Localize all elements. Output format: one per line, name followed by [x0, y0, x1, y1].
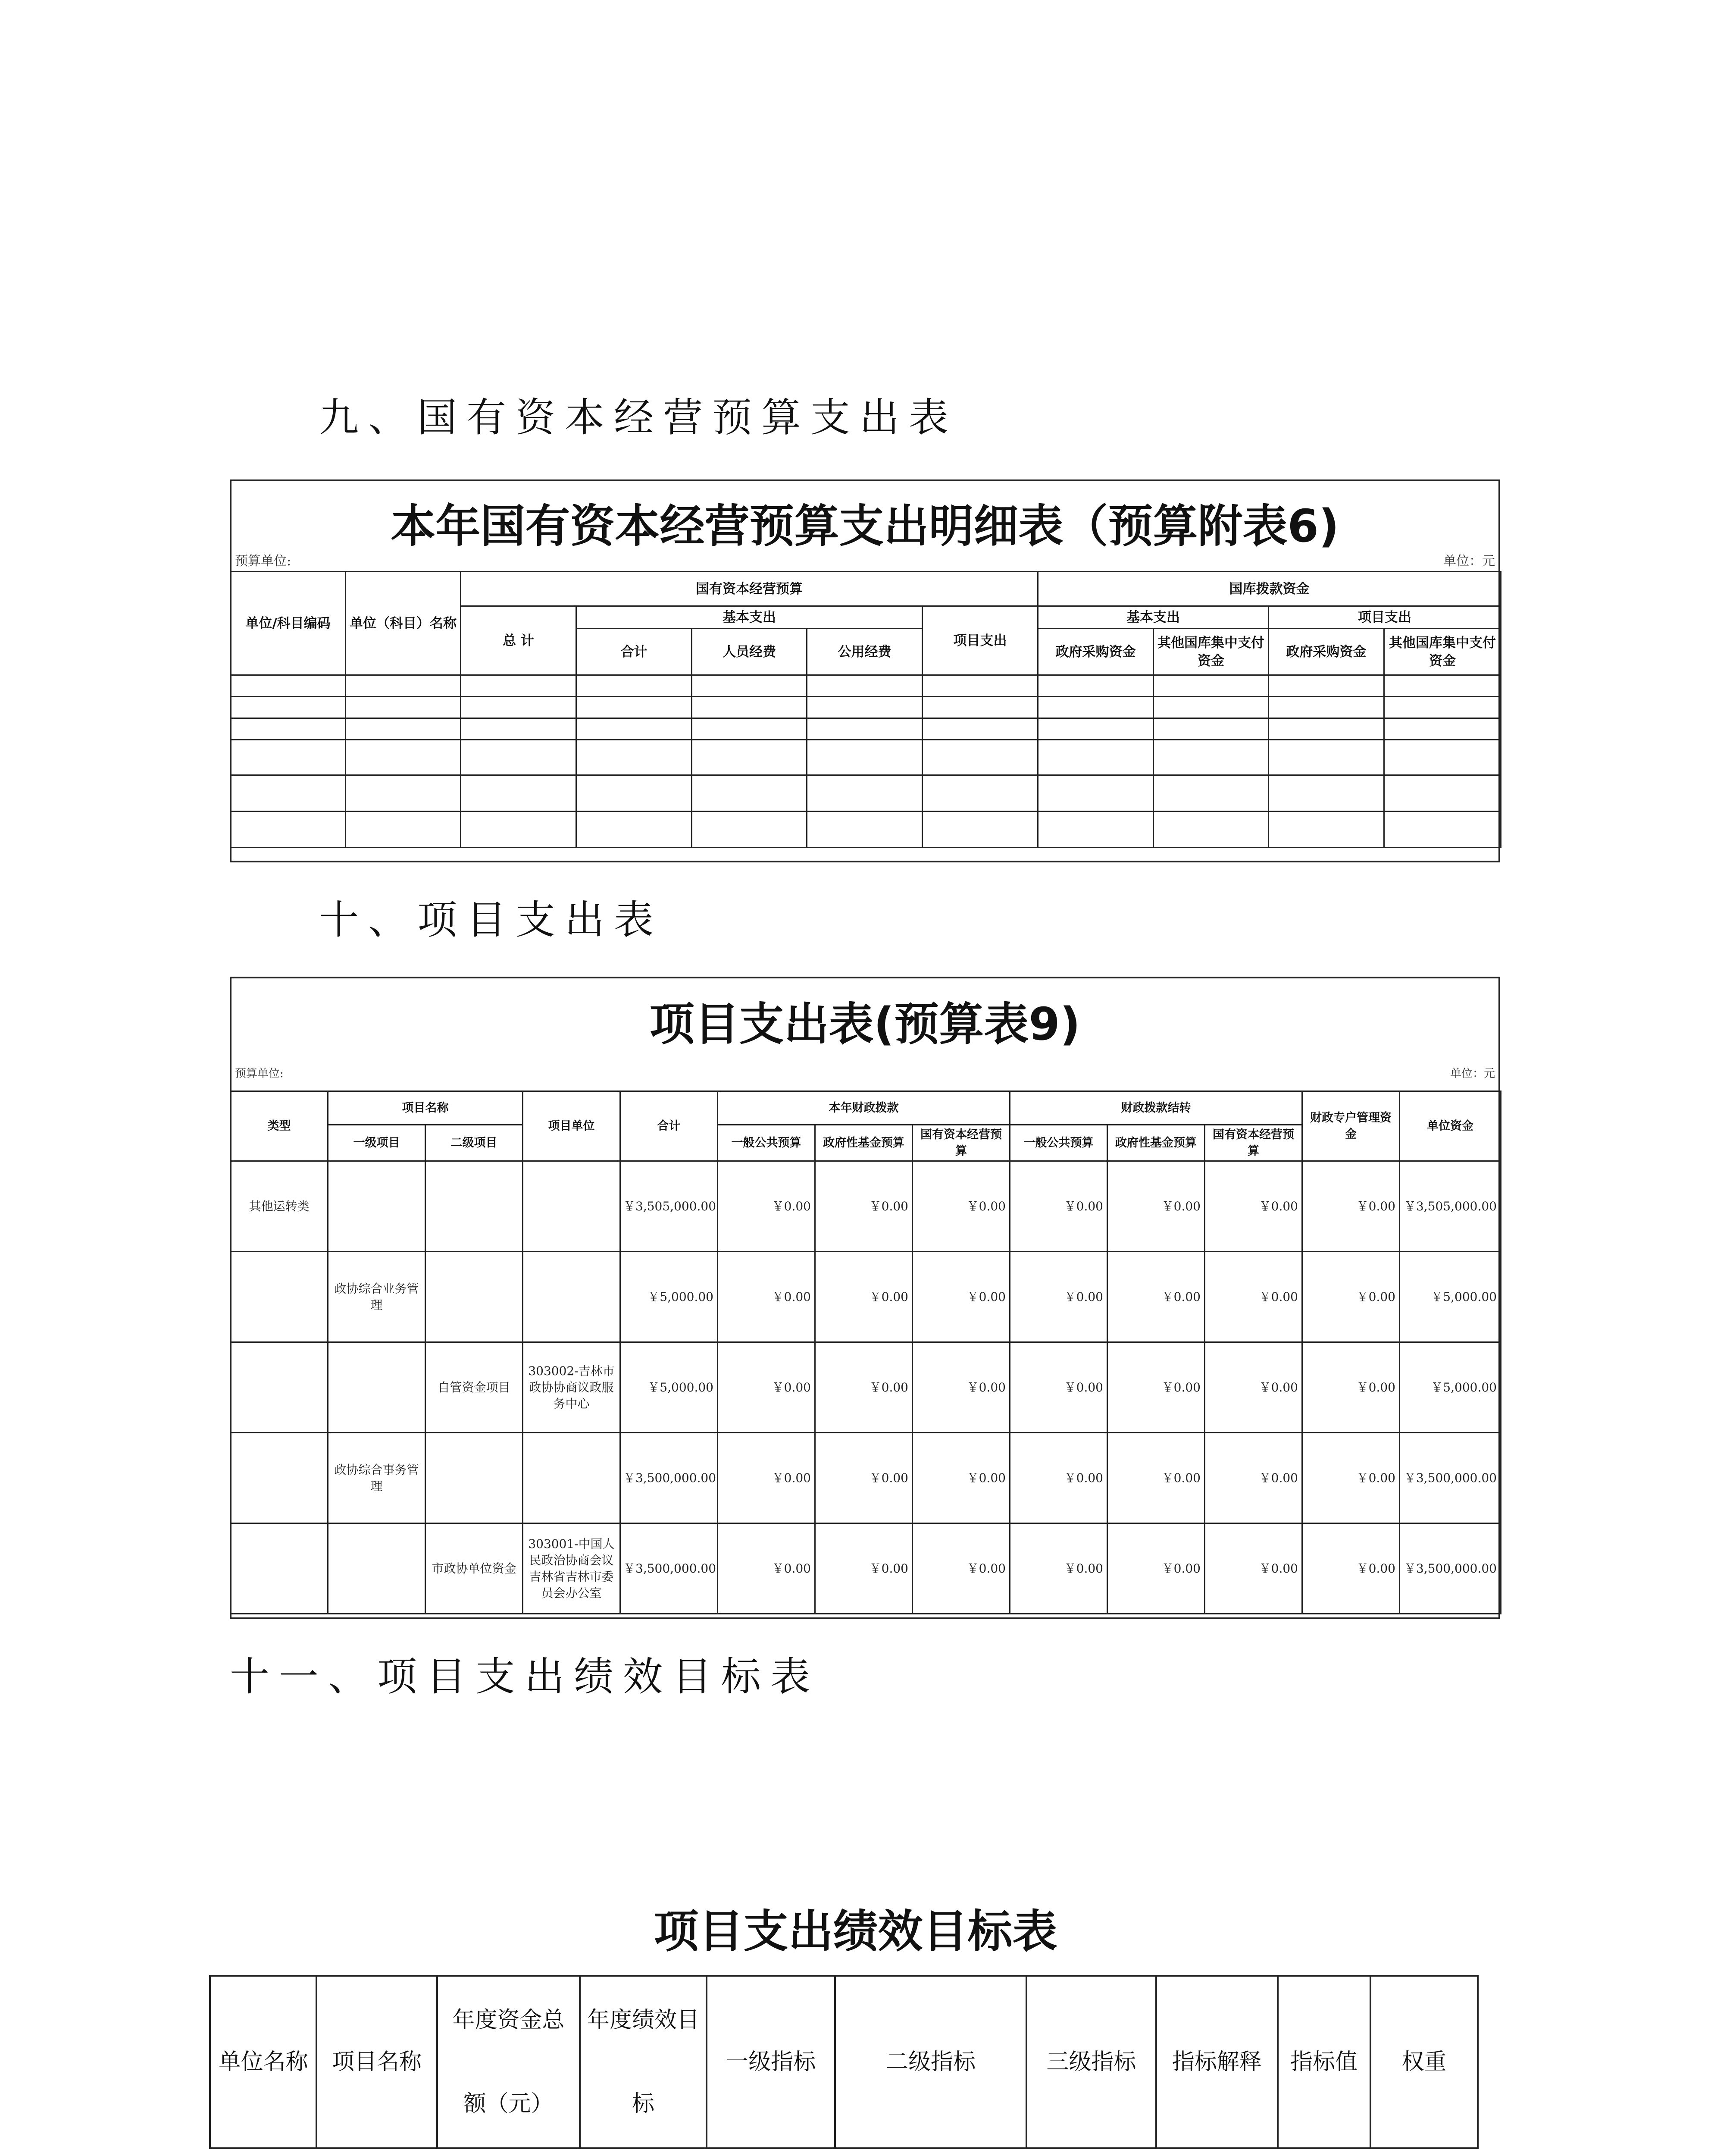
table-cell-c6: ￥0.00: [1205, 1252, 1302, 1342]
table-cell-c5: ￥0.00: [1107, 1523, 1205, 1614]
header-annual-target-line1: 年度绩效目: [587, 2007, 700, 2033]
table-row: [231, 697, 1501, 718]
table-cell-c1: ￥0.00: [718, 1161, 815, 1252]
header-basic: 基本支出: [576, 606, 923, 629]
header-other-treasury-1: 其他国库集中支付资金: [1154, 629, 1269, 675]
table-row: [231, 1523, 1501, 1614]
header-weight: 权重: [1370, 1976, 1478, 2148]
table-cell-c5: ￥0.00: [1107, 1252, 1205, 1342]
table-cell-unit: 303001-中国人民政治协商会议吉林省吉林市委员会办公室: [523, 1523, 620, 1614]
table-cell-c5: ￥0.00: [1107, 1433, 1205, 1523]
header-unit-name: 单位名称: [210, 1976, 316, 2148]
table-row: [231, 1433, 1501, 1523]
table-cell-unit: 303002-吉林市政协协商议政服务中心: [523, 1342, 620, 1433]
header-project-unit: 项目单位: [523, 1091, 620, 1161]
table-cell-level1: [328, 1342, 425, 1433]
table-cell-c2: ￥0.00: [815, 1342, 913, 1433]
header-project-name: 项目名称: [316, 1976, 437, 2148]
table-cell-c5: ￥0.00: [1107, 1161, 1205, 1252]
table-cell-c2: ￥0.00: [815, 1161, 913, 1252]
header-treasury-basic: 基本支出: [1038, 606, 1269, 629]
header-general-public-2: 一般公共预算: [1010, 1125, 1107, 1161]
table-cell-c6: ￥0.00: [1205, 1342, 1302, 1433]
table-cell-c3: ￥0.00: [913, 1433, 1010, 1523]
table-row: [231, 1161, 1501, 1252]
table-cell-c1: ￥0.00: [718, 1523, 815, 1614]
table-cell-c3: ￥0.00: [913, 1523, 1010, 1614]
table-cell-type: [231, 1523, 328, 1614]
section-11-heading: 十一、项目支出绩效目标表: [230, 1654, 820, 1700]
table-cell-c3: ￥0.00: [913, 1252, 1010, 1342]
header-code: 单位/科目编码: [231, 572, 346, 675]
table-cell-total: ￥5,000.00: [620, 1342, 718, 1433]
table-row: [231, 1342, 1501, 1433]
table-cell-level1: 政协综合业务管理: [328, 1252, 425, 1342]
header-annual-target-line2: 标: [632, 2091, 655, 2117]
table-9-budget-unit: 预算单位:: [235, 1067, 284, 1080]
header-annual-funds-line2: 额（元）: [463, 2091, 554, 2117]
header-general-public-1: 一般公共预算: [718, 1125, 815, 1161]
table-cell-c5: ￥0.00: [1107, 1342, 1205, 1433]
table-cell-type: [231, 1433, 328, 1523]
header-annual-funds: [437, 1976, 580, 2148]
table-cell-c4: ￥0.00: [1010, 1252, 1107, 1342]
table-row: [231, 1252, 1501, 1342]
header-total: 合计: [620, 1091, 718, 1161]
table-cell-c8: ￥5,000.00: [1400, 1252, 1501, 1342]
table-cell-c8: ￥3,505,000.00: [1400, 1161, 1501, 1252]
header-soe-2: 国有资本经营预算: [1205, 1125, 1302, 1161]
header-unit-funds: 单位资金: [1400, 1091, 1501, 1161]
table-cell-c3: ￥0.00: [913, 1342, 1010, 1433]
table-9-frame: [230, 977, 1500, 1619]
table-6-budget-unit: 预算单位:: [235, 554, 291, 569]
table-cell-c8: ￥3,500,000.00: [1400, 1523, 1501, 1614]
table-cell-c4: ￥0.00: [1010, 1433, 1107, 1523]
table-cell-level1: 政协综合事务管理: [328, 1433, 425, 1523]
table-cell-level1: [328, 1523, 425, 1614]
header-project: 项目支出: [923, 606, 1038, 675]
table-cell-c3: ￥0.00: [913, 1161, 1010, 1252]
header-level2: 二级项目: [425, 1125, 523, 1161]
table-cell-c1: ￥0.00: [718, 1342, 815, 1433]
header-special-mgmt: 财政专户管理资金: [1302, 1091, 1400, 1161]
header-annual-funds-line1: 年度资金总: [452, 2007, 565, 2033]
table-cell-c6: ￥0.00: [1205, 1433, 1302, 1523]
table-cell-total: ￥3,500,000.00: [620, 1433, 718, 1523]
table-cell-c2: ￥0.00: [815, 1433, 913, 1523]
header-indicator-explain: 指标解释: [1156, 1976, 1277, 2148]
header-carryover: 财政拨款结转: [1010, 1091, 1302, 1125]
header-level2-indicator: 二级指标: [835, 1976, 1026, 2148]
header-other-treasury-2: 其他国库集中支付资金: [1384, 629, 1501, 675]
header-annual-target: [580, 1976, 706, 2148]
header-treasury-project: 项目支出: [1269, 606, 1501, 629]
header-public: 公用经费: [807, 629, 923, 675]
table-cell-c7: ￥0.00: [1302, 1342, 1400, 1433]
table-cell-level2: [425, 1252, 523, 1342]
table-cell-c4: ￥0.00: [1010, 1161, 1107, 1252]
header-level1-indicator: 一级指标: [707, 1976, 835, 2148]
table-cell-unit: [523, 1252, 620, 1342]
table-cell-c1: ￥0.00: [718, 1433, 815, 1523]
table-row: [231, 740, 1501, 775]
table-9-title: 项目支出表(预算表9): [649, 998, 1081, 1050]
table-cell-level2: [425, 1433, 523, 1523]
table-cell-c2: ￥0.00: [815, 1523, 913, 1614]
header-gov-fund-1: 政府性基金预算: [815, 1125, 913, 1161]
table-cell-total: ￥5,000.00: [620, 1252, 718, 1342]
table-cell-level2: [425, 1161, 523, 1252]
table-cell-c7: ￥0.00: [1302, 1523, 1400, 1614]
table-9-currency-unit: 单位：元: [1450, 1067, 1495, 1080]
header-total: 总 计: [461, 606, 576, 675]
header-project-name: 项目名称: [328, 1091, 523, 1125]
table-9-grid: [230, 1091, 1501, 1614]
header-personnel: 人员经费: [692, 629, 807, 675]
table-cell-c1: ￥0.00: [718, 1252, 815, 1342]
header-type: 类型: [231, 1091, 328, 1161]
header-gov-purchase-1: 政府采购资金: [1038, 629, 1154, 675]
table-row: [231, 675, 1501, 697]
table-cell-level2: 市政协单位资金: [425, 1523, 523, 1614]
table-6-frame: [230, 479, 1500, 862]
table-cell-c7: ￥0.00: [1302, 1433, 1400, 1523]
table-cell-c7: ￥0.00: [1302, 1161, 1400, 1252]
table-cell-c6: ￥0.00: [1205, 1523, 1302, 1614]
header-level3-indicator: 三级指标: [1026, 1976, 1157, 2148]
header-current-fiscal: 本年财政拨款: [718, 1091, 1010, 1125]
table-cell-type: [231, 1252, 328, 1342]
table-row: [231, 718, 1501, 740]
table-cell-c2: ￥0.00: [815, 1252, 913, 1342]
table-6-grid: [230, 571, 1501, 848]
header-name: 单位（科目）名称: [346, 572, 461, 675]
header-soe-1: 国有资本经营预算: [913, 1125, 1010, 1161]
table-cell-unit: [523, 1433, 620, 1523]
table-cell-total: ￥3,505,000.00: [620, 1161, 718, 1252]
table-cell-level1: [328, 1161, 425, 1252]
header-subtotal: 合计: [576, 629, 692, 675]
header-level1: 一级项目: [328, 1125, 425, 1161]
table-cell-c4: ￥0.00: [1010, 1342, 1107, 1433]
table-cell-c7: ￥0.00: [1302, 1252, 1400, 1342]
table-11-title: 项目支出绩效目标表: [654, 1905, 1057, 1958]
table-6-title: 本年国有资本经营预算支出明细表（预算附表6): [391, 500, 1339, 552]
table-row: [231, 775, 1501, 812]
table-cell-c8: ￥3,500,000.00: [1400, 1433, 1501, 1523]
table-cell-c4: ￥0.00: [1010, 1523, 1107, 1614]
table-row: [231, 812, 1501, 848]
header-indicator-value: 指标值: [1278, 1976, 1370, 2148]
table-cell-type: 其他运转类: [231, 1161, 328, 1252]
header-gov-purchase-2: 政府采购资金: [1269, 629, 1384, 675]
section-10-heading: 十、项目支出表: [319, 897, 663, 943]
table-cell-total: ￥3,500,000.00: [620, 1523, 718, 1614]
table-6-currency-unit: 单位：元: [1443, 554, 1495, 569]
header-treasury-funds: 国库拨款资金: [1038, 572, 1501, 606]
header-soe-budget: 国有资本经营预算: [461, 572, 1038, 606]
table-cell-type: [231, 1342, 328, 1433]
table-11-grid: [209, 1975, 1479, 2149]
section-9-heading: 九、国有资本经营预算支出表: [319, 395, 958, 441]
table-cell-c8: ￥5,000.00: [1400, 1342, 1501, 1433]
table-cell-unit: [523, 1161, 620, 1252]
header-gov-fund-2: 政府性基金预算: [1107, 1125, 1205, 1161]
table-cell-level2: 自管资金项目: [425, 1342, 523, 1433]
table-cell-c6: ￥0.00: [1205, 1161, 1302, 1252]
